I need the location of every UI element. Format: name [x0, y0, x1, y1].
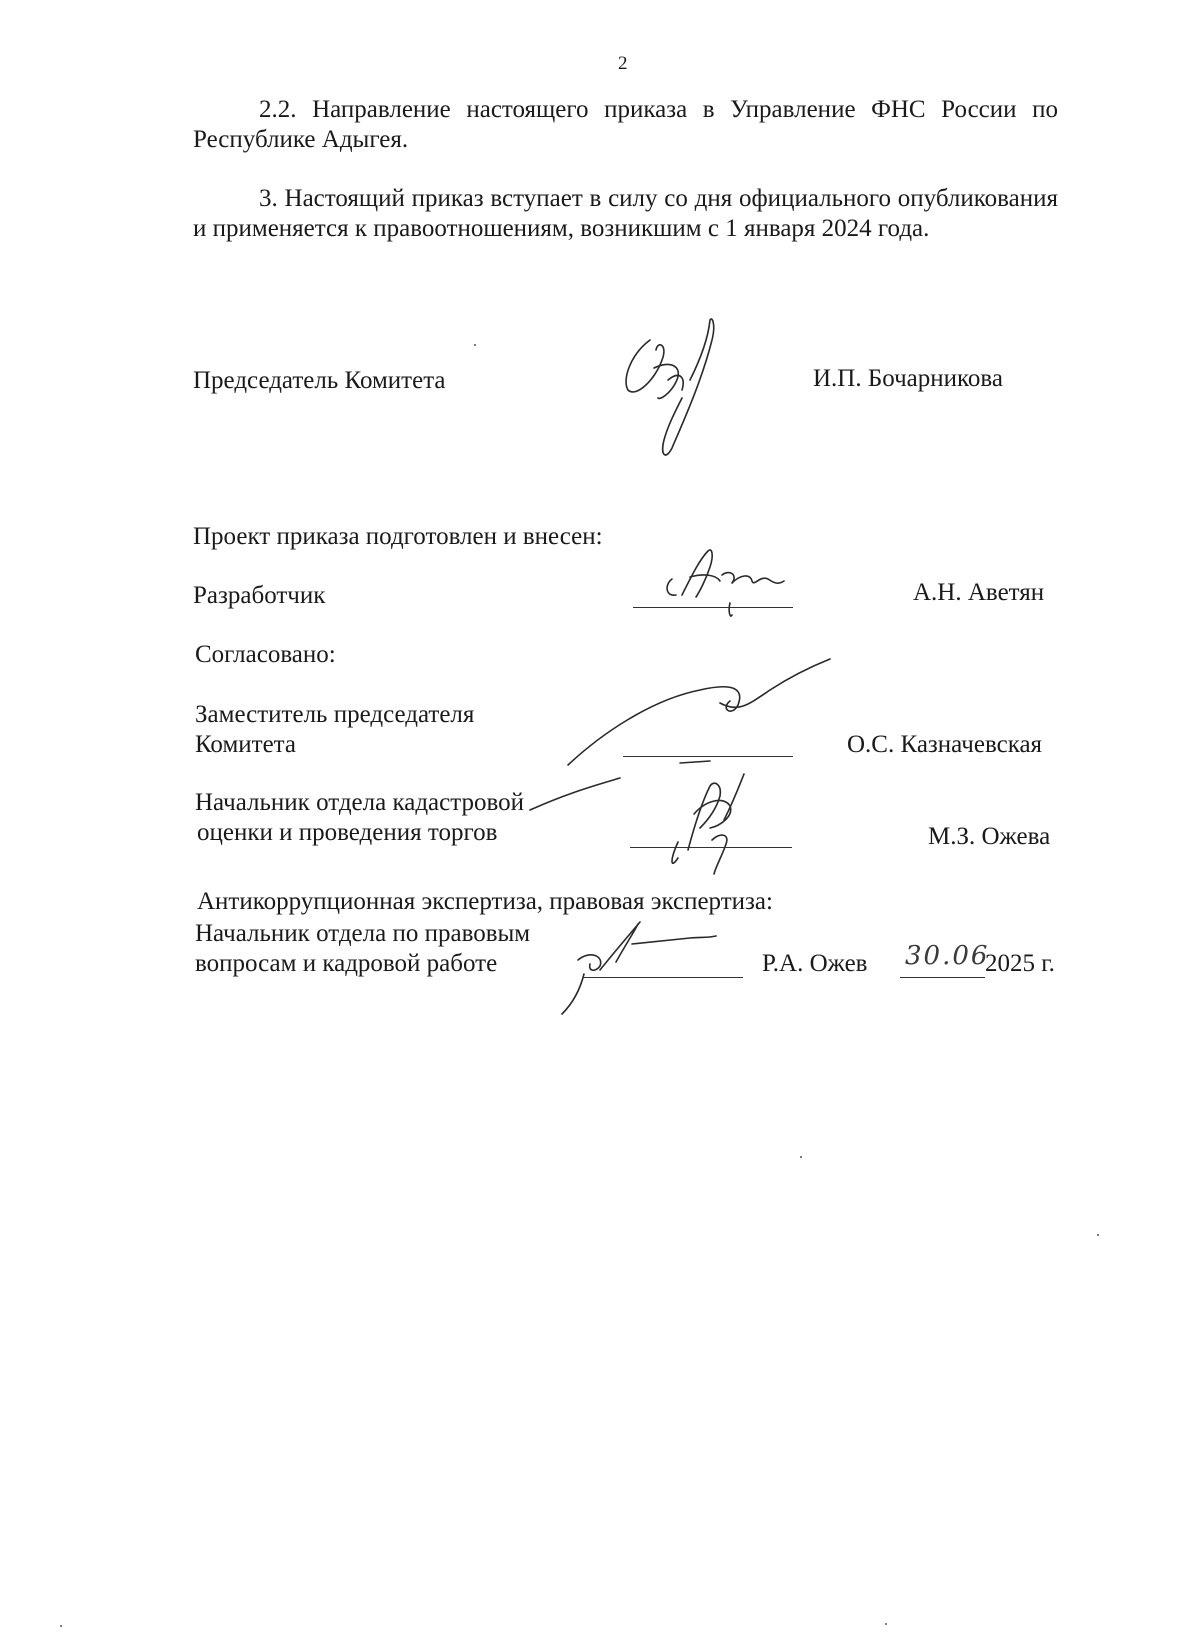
deputy-role-line2: Комитета [195, 731, 297, 758]
deputy-signature [560, 665, 840, 775]
cadastral-signature-line [630, 847, 792, 848]
anticorruption-heading: Антикоррупционная экспертиза, правовая экспертиза: [197, 888, 773, 915]
legal-date-line [900, 977, 985, 978]
page-number: 2 [618, 53, 628, 74]
chairman-name: И.П. Бочарникова [813, 365, 1003, 392]
legal-name: Р.А. Ожев [762, 950, 868, 977]
developer-name: А.Н. Аветян [913, 579, 1045, 606]
scan-speck [885, 1623, 887, 1625]
legal-date-handwritten: 30.06 [905, 941, 990, 971]
paragraph-3: 3. Настоящий приказ вступает в силу со дня официального опубликования и применяется к правоотношениям, возникшим с 1 января 2024 года. [193, 185, 1058, 242]
scan-speck [60, 1625, 62, 1627]
legal-signature-line [583, 977, 743, 978]
scan-speck [474, 344, 476, 346]
developer-signature-line [633, 607, 793, 608]
deputy-name: О.С. Казначевская [847, 731, 1043, 758]
deputy-signature-line [623, 756, 793, 757]
project-note: Проект приказа подготовлен и внесен: [193, 523, 603, 550]
anticorruption-role-line2: вопросам и кадровой работе [195, 950, 498, 977]
developer-signature [660, 545, 810, 625]
deputy-role-line1: Заместитель председателя [195, 701, 475, 728]
cadastral-role-line1: Начальник отдела кадастровой [195, 789, 524, 816]
cadastral-role-line2: оценки и проведения торгов [197, 819, 498, 846]
agreed-label: Согласовано: [195, 641, 336, 668]
cadastral-signature [510, 770, 770, 880]
legal-signature [560, 910, 740, 1020]
chairman-signature [620, 320, 740, 470]
anticorruption-role-line1: Начальник отдела по правовым [195, 920, 531, 947]
legal-date-suffix: 2025 г. [985, 950, 1055, 977]
scan-speck [800, 1156, 802, 1158]
cadastral-name: М.З. Ожева [928, 823, 1051, 850]
developer-role: Разработчик [193, 582, 326, 609]
chairman-title: Председатель Комитета [193, 367, 446, 394]
paragraph-2-2: 2.2. Направление настоящего приказа в Управление ФНС России по Республике Адыгея. [193, 96, 1058, 153]
scan-speck [1097, 1234, 1099, 1236]
